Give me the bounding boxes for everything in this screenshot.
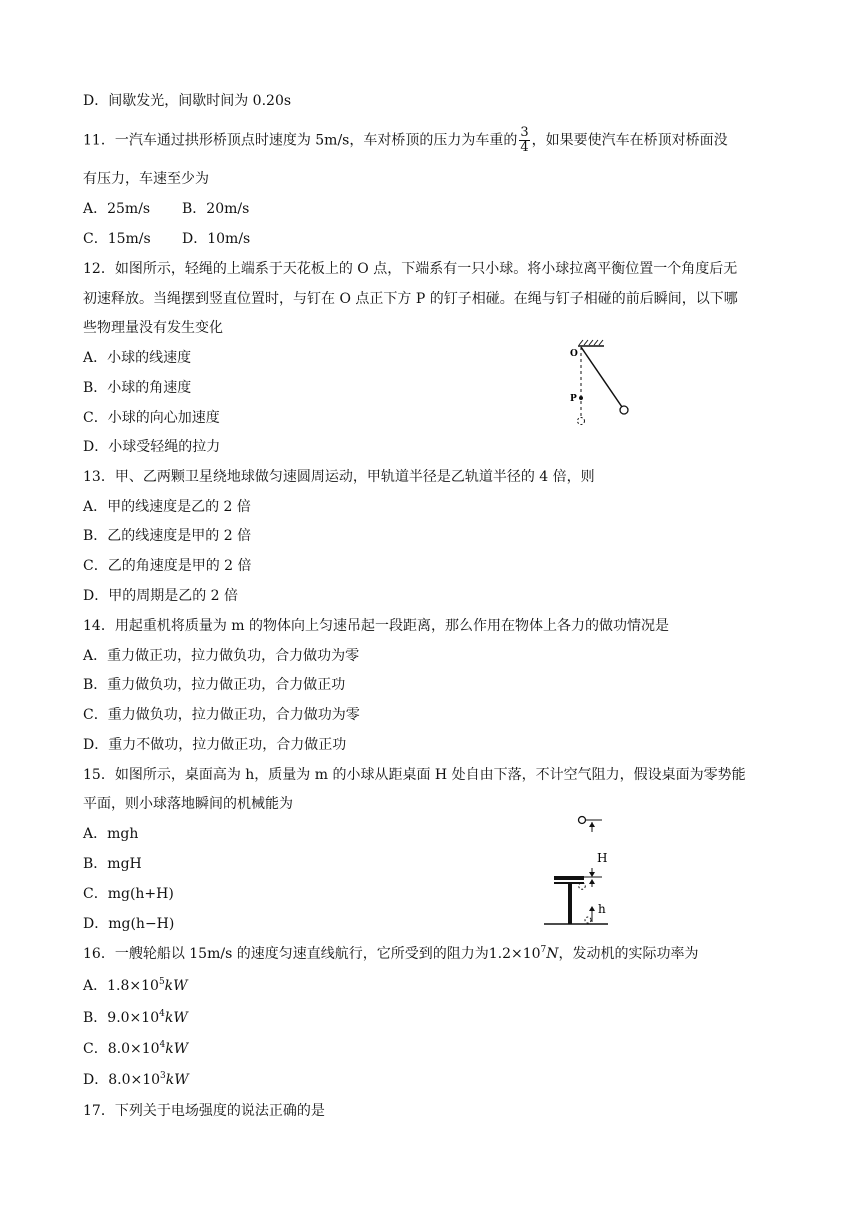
q13-stem: 13．甲、乙两颗卫星绕地球做匀速圆周运动，甲轨道半径是乙轨道半径的 4 倍，则 bbox=[83, 469, 595, 485]
q11-fraction-denominator: 4 bbox=[520, 140, 529, 155]
ball-at-ground bbox=[585, 917, 591, 923]
q15-option-c: C．mg(h+H) bbox=[83, 886, 174, 902]
q14-option-a: A．重力做正功，拉力做负功，合力做功为零 bbox=[83, 648, 360, 664]
q16-option-d-mantissa: 8.0×10 bbox=[108, 1072, 161, 1088]
q16-option-a bbox=[83, 976, 188, 996]
q16-option-a-mantissa: 1.8×10 bbox=[107, 978, 159, 994]
q14-option-c: C．重力做负功，拉力做正功，合力做功为零 bbox=[83, 707, 360, 723]
q11-stem-after: ，如果要使汽车在桥顶对桥面没 bbox=[531, 132, 728, 149]
q16-option-c-exponent: 4 bbox=[159, 1040, 166, 1050]
q12-stem-line-3: 些物理量没有发生变化 bbox=[83, 320, 223, 336]
q10-option-d: D．间歇发光，间歇时间为 0.20s bbox=[83, 93, 292, 109]
table-leg bbox=[568, 884, 572, 924]
q12-option-b: B．小球的角速度 bbox=[83, 380, 192, 396]
q15-stem-line-2: 平面，则小球落地瞬间的机械能为 bbox=[83, 796, 293, 812]
q11-option-b: B．20m/s bbox=[182, 201, 250, 217]
q16-stem bbox=[83, 944, 699, 964]
H-label: H bbox=[597, 851, 608, 865]
q16-force bbox=[489, 946, 559, 962]
q13-option-c: C．乙的角速度是甲的 2 倍 bbox=[83, 558, 252, 574]
q14-option-b: B．重力做负功，拉力做正功，合力做正功 bbox=[83, 677, 346, 693]
ball bbox=[620, 406, 628, 414]
q15-table-figure bbox=[540, 810, 620, 928]
rope bbox=[581, 347, 622, 407]
q14-option-d: D．重力不做功，拉力做正功，合力做正功 bbox=[83, 737, 347, 753]
q13-option-b: B．乙的线速度是甲的 2 倍 bbox=[83, 528, 252, 544]
H-top-arrowhead bbox=[589, 822, 595, 827]
q16-option-d bbox=[83, 1070, 189, 1090]
q15-option-a: A．mgh bbox=[83, 826, 139, 842]
q11-stem-continuation: 有压力，车速至少为 bbox=[83, 171, 209, 187]
q12-stem-line-1: 12．如图所示，轻绳的上端系于天花板上的 O 点，下端系有一只小球。将小球拉离平衡位置一个角度后无 bbox=[83, 261, 738, 277]
q11-stem bbox=[83, 126, 728, 155]
q11-fraction-numerator: 3 bbox=[520, 125, 529, 140]
ball bbox=[579, 817, 586, 824]
q16-option-b-mantissa: 9.0×10 bbox=[107, 1010, 160, 1026]
q11-option-d: D．10m/s bbox=[182, 231, 251, 247]
table-top bbox=[554, 876, 584, 880]
q16-option-c-mantissa: 8.0×10 bbox=[107, 1041, 160, 1057]
q15-option-d: D．mg(h−H) bbox=[83, 916, 175, 932]
q13-option-d: D．甲的周期是乙的 2 倍 bbox=[83, 588, 239, 604]
q12-pendulum-figure bbox=[560, 338, 640, 433]
q16-stem-after: ，发动机的实际功率为 bbox=[558, 946, 699, 962]
q12-option-a: A．小球的线速度 bbox=[83, 350, 192, 366]
q16-option-a-label: A． bbox=[83, 978, 108, 994]
q16-option-d-label: D． bbox=[83, 1072, 109, 1088]
q16-option-d-exponent: 3 bbox=[160, 1071, 166, 1081]
h-arrowhead bbox=[589, 906, 595, 911]
q11-fraction bbox=[519, 126, 529, 155]
q16-option-b-label: B． bbox=[83, 1010, 108, 1026]
H-bottom-arrowhead bbox=[589, 872, 595, 877]
nail-p bbox=[579, 396, 583, 400]
q14-stem: 14．用起重机将质量为 m 的物体向上匀速吊起一段距离，那么作用在物体上各力的做功情况是 bbox=[83, 618, 669, 634]
point-p-label: P bbox=[570, 394, 577, 404]
q11-option-c: C．15m/s bbox=[83, 231, 151, 247]
q16-option-c-label: C． bbox=[83, 1041, 108, 1057]
q16-option-d-unit: kW bbox=[165, 1072, 189, 1088]
q16-option-b bbox=[83, 1008, 188, 1028]
q16-option-c bbox=[83, 1039, 188, 1059]
q16-option-b-unit: kW bbox=[164, 1010, 188, 1026]
q16-option-b-exponent: 4 bbox=[159, 1009, 165, 1019]
q13-option-a: A．甲的线速度是乙的 2 倍 bbox=[83, 499, 251, 515]
q16-option-c-unit: kW bbox=[165, 1041, 189, 1057]
ceiling-hatch bbox=[579, 340, 603, 345]
q15-stem-line-1: 15．如图所示，桌面高为 h，质量为 m 的小球从距桌面 H 处自由下落，不计空气阻力，假设桌面为零势能 bbox=[83, 767, 746, 783]
H-lower-arrowhead bbox=[589, 879, 595, 884]
q16-force-unit: N bbox=[546, 946, 559, 962]
q11-stem-before: 11．一汽车通过拱形桥顶点时速度为 5m/s，车对桥顶的压力为车重的 bbox=[83, 132, 518, 149]
point-o-label: O bbox=[570, 349, 578, 359]
q17-stem: 17．下列关于电场强度的说法正确的是 bbox=[83, 1103, 325, 1119]
q11-option-a: A．25m/s bbox=[83, 201, 151, 217]
q16-option-a-exponent: 5 bbox=[158, 977, 165, 987]
q16-force-mantissa: 1.2×10 bbox=[488, 946, 541, 962]
h-label: h bbox=[598, 902, 606, 916]
q12-option-d: D．小球受轻绳的拉力 bbox=[83, 439, 221, 455]
q16-force-exponent: 7 bbox=[540, 945, 547, 955]
q16-stem-before: 16．一艘轮船以 15m/s 的速度匀速直线航行，它所受到的阻力为 bbox=[83, 946, 489, 962]
q12-option-c: C．小球的向心加速度 bbox=[83, 410, 220, 426]
q16-option-a-unit: kW bbox=[164, 978, 188, 994]
q15-option-b: B．mgH bbox=[83, 856, 142, 872]
q12-stem-line-2: 初速释放。当绳摆到竖直位置时，与钉在 O 点正下方 P 的钉子相碰。在绳与钉子相碰的前后瞬间，以下哪 bbox=[83, 291, 738, 307]
ball-lowest-position bbox=[578, 418, 585, 425]
